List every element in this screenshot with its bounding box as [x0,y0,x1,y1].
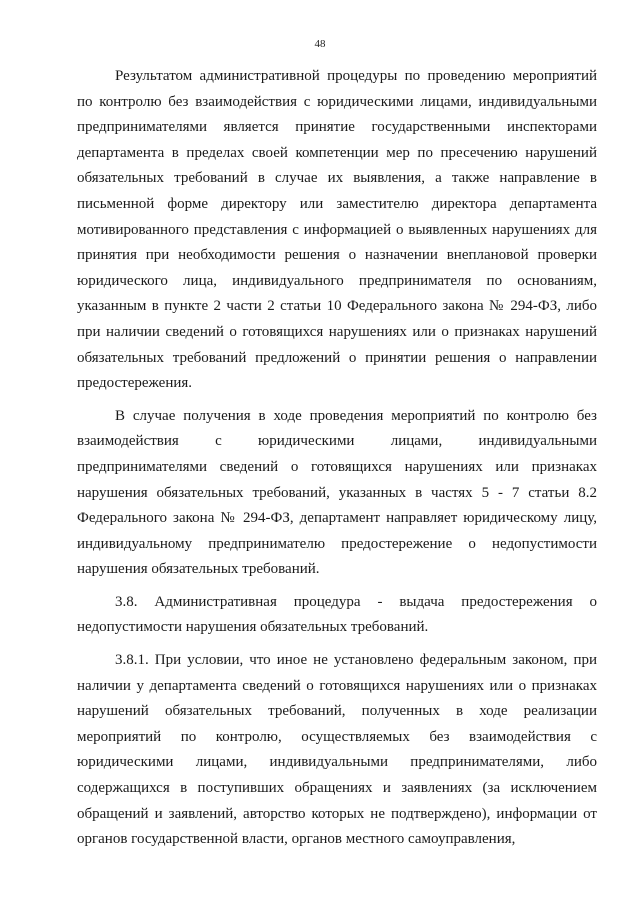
paragraph-warning-case: В случае получения в ходе проведения мероприятий по контролю без взаимодействия с юридическими лицами, индивидуальными предпринимателями сведений о готовящихся нарушениях или признаках нарушения обязательных требований, указанных в частях 5 - 7 статьи 8.2 Федерального закона № 294-ФЗ, департамент направляет юридическому лицу, индивидуальному предпринимателю предостережение о недопустимости нарушения обязательных требований. [77,407,597,578]
paragraph-procedure-result: Результатом административной процедуры по проведению мероприятий по контролю без взаимодействия с юридическими лицами, индивидуальными предпринимателями является принятие государственными инспекторами департамента в пределах своей компетенции мер по пресечению нарушений обязательных требований в случае их выявления, а также направление в письменной форме директору или заместителю директора департамента мотивированного представления с информацией о выявленных нарушениях для принятия при необходимости решения о назначении внеплановой проверки юридического лица, индивидуального предпринимателя по основаниям, указанным в пункте 2 части 2 статьи 10 Федерального закона № 294-ФЗ, либо при наличии сведений о готовящихся нарушениях или о признаках нарушений обязательных требований предложений о принятии решения о направлении предостережения. [77,68,597,392]
page-number: 48 [314,38,326,50]
paragraph-3-8-1: 3.8.1. При условии, что иное не установлено федеральным законом, при наличии у департамента сведений о готовящихся нарушениях или о признаках нарушений обязательных требований, полученных в ходе реализации мероприятий по контролю, осуществляемых без взаимодействия с юридическими лицами, индивидуальными предпринимателями, либо содержащихся в поступивших обращениях и заявлениях (за исключением обращений и заявлений, авторство которых не подтверждено), информации от органов государственной власти, органов местного самоуправления, [77,652,597,848]
document-body [77,64,597,853]
section-heading-3-8: 3.8. Административная процедура - выдача предостережения о недопустимости нарушения обязательных требований. [77,593,597,636]
